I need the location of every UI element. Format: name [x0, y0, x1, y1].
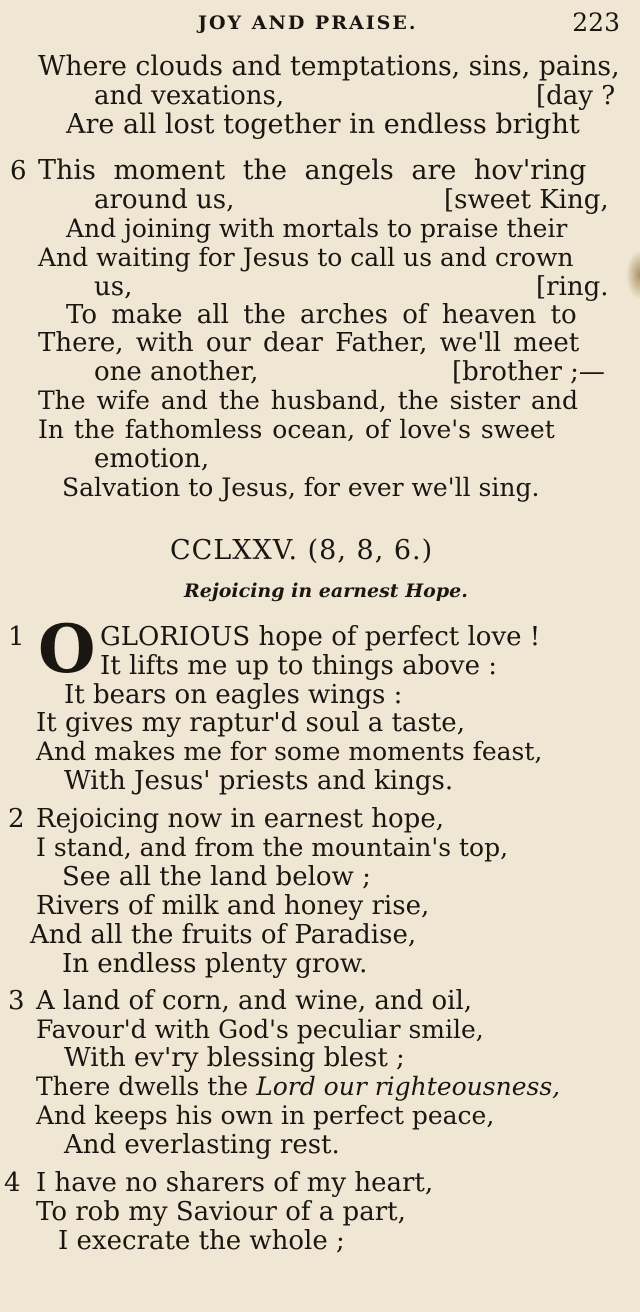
verse-line: And everlasting rest. [64, 1130, 340, 1160]
bracket-turnover: [sweet King, [444, 185, 609, 215]
verse-line: around us, [94, 185, 235, 215]
verse-line: Where clouds and temptations, sins, pains, [38, 51, 620, 82]
verse-line: There, with our dear Father, we'll meet [38, 328, 580, 358]
page-stain [626, 250, 640, 300]
verse-line: In the fathomless ocean, of love's sweet [38, 415, 555, 444]
verse-line: and vexations, [94, 81, 285, 111]
verse-line: I execrate the whole ; [58, 1226, 345, 1256]
verse-line: emotion, [94, 444, 210, 474]
verse-line: And keeps his own in perfect peace, [36, 1101, 495, 1130]
italic-phrase: Lord our righteousness, [256, 1072, 561, 1101]
page-number: 223 [572, 8, 620, 37]
verse-line: us, [94, 272, 133, 302]
verse-line: With Jesus' priests and kings. [64, 766, 454, 796]
verse-line: To rob my Saviour of a part, [36, 1197, 406, 1227]
verse-line: And makes me for some moments feast, [36, 737, 543, 766]
verse-line: I stand, and from the mountain's top, [36, 833, 509, 862]
verse-number: 6 [10, 156, 27, 186]
drop-cap: O [38, 610, 96, 688]
verse-line: It bears on eagles wings : [64, 680, 403, 710]
verse-line: And waiting for Jesus to call us and crown [38, 243, 574, 272]
page-header [0, 8, 640, 38]
verse-line: It gives my raptur'd soul a taste, [36, 708, 465, 738]
verse-line: See all the land below ; [62, 862, 371, 892]
verse-line [36, 1072, 560, 1102]
verse-line: A land of corn, and wine, and oil, [36, 986, 473, 1016]
bracket-turnover: [day ? [536, 81, 616, 111]
verse-line: Rejoicing now in earnest hope, [36, 804, 444, 834]
verse-line: The wife and the husband, the sister and [38, 386, 578, 415]
bracket-turnover: [ring. [536, 272, 609, 302]
verse-line: In endless plenty grow. [62, 949, 368, 979]
verse-number: 3 [8, 986, 25, 1016]
verse-line: one another, [94, 357, 259, 387]
verse-line: And all the fruits of Paradise, [30, 920, 417, 950]
verse-line: And joining with mortals to praise their [66, 214, 568, 243]
verse-number: 4 [4, 1168, 21, 1198]
verse-line: Are all lost together in endless bright [66, 109, 580, 140]
hymn-subtitle: Rejoicing in earnest Hope. [184, 580, 468, 602]
hymn-title: CCLXXV. (8, 8, 6.) [170, 535, 434, 566]
verse-line: This moment the angels are hov'ring [38, 155, 587, 186]
bracket-turnover: [brother ;— [452, 357, 605, 387]
verse-number: 1 [8, 622, 25, 652]
verse-line: Favour'd with God's peculiar smile, [36, 1015, 484, 1044]
verse-line: Salvation to Jesus, for ever we'll sing. [62, 473, 540, 502]
verse-line: It lifts me up to things above : [100, 651, 498, 681]
verse-text: There dwells the [36, 1072, 257, 1101]
verse-line: I have no sharers of my heart, [36, 1168, 434, 1198]
verse-number: 2 [8, 804, 25, 834]
verse-line: Rivers of milk and honey rise, [36, 891, 430, 921]
verse-line: With ev'ry blessing blest ; [64, 1043, 405, 1073]
verse-line: To make all the arches of heaven to [66, 300, 577, 330]
verse-line: GLORIOUS hope of perfect love ! [100, 622, 541, 652]
running-title: JOY AND PRAISE. [198, 12, 418, 34]
